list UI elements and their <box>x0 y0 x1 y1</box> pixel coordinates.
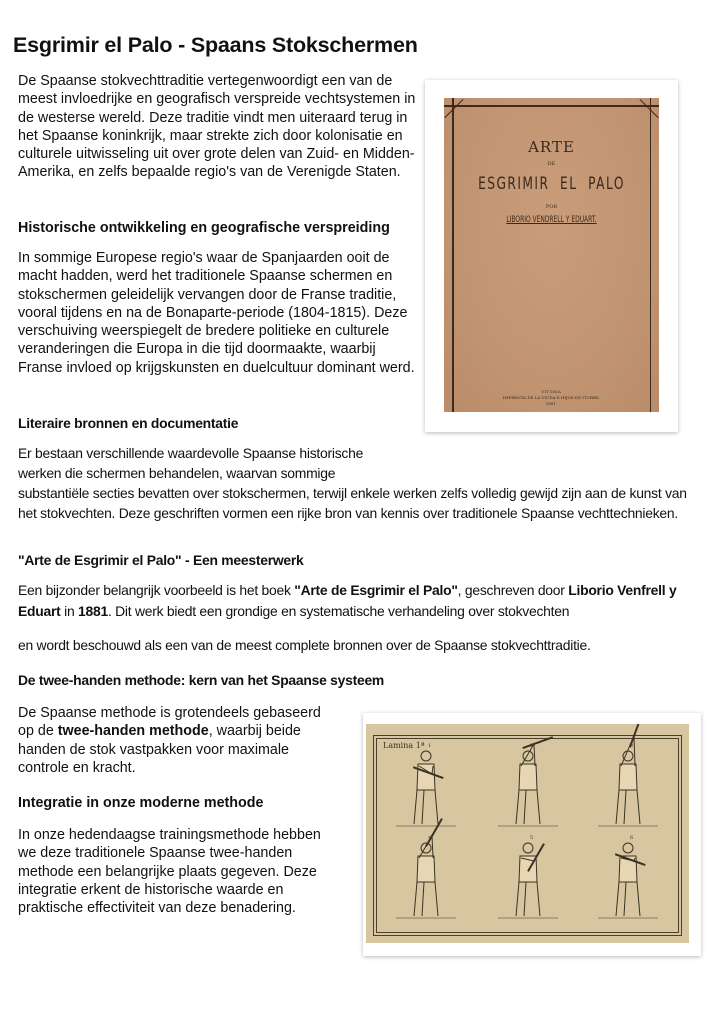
cover-corner-ornament <box>444 99 463 118</box>
cover-title-de: DE <box>547 161 556 167</box>
section-heading-masterwork: "Arte de Esgrimir el Palo" - Een meesterwerk <box>18 552 304 568</box>
section-heading-literature: Literaire bronnen en documentatie <box>18 415 239 431</box>
section-heading-history: Historische ontwikkeling en geografische verspreiding <box>18 220 390 236</box>
fencer-figure <box>498 835 558 918</box>
cover-title-main: ESGRIMIR EL PALO <box>478 174 625 194</box>
book-cover-photo-frame <box>425 80 678 432</box>
figure-number: 5 <box>530 835 534 841</box>
section-body-integration: In onze hedendaagse trainingsmethode hebben we deze traditionele Spaanse twee-handen methode een belangrijke plaats gegeven. Deze integratie erkent de historische waarde en praktische effectiviteit van deze benadering. <box>18 827 321 917</box>
book-cover-image <box>444 98 659 412</box>
section-heading-integration: Integratie in onze moderne methode <box>18 795 264 811</box>
section-heading-two-hands: De twee-handen methode: kern van het Spaanse systeem <box>18 672 385 688</box>
section-body-masterwork-continued: en wordt beschouwd als een van de meest complete bronnen over de Spaanse stokvechttraditie. <box>18 637 591 653</box>
plate-photo-frame <box>363 713 701 956</box>
literature-line-2: werken die schermen behandelen, waarvan sommige <box>18 465 336 481</box>
fencer-figure <box>598 835 658 918</box>
fencer-figure <box>498 737 558 826</box>
section-body-literature <box>18 443 708 523</box>
masterwork-text: , geschreven door <box>457 582 569 598</box>
author-bold: Liborio Venfrell y Eduart <box>18 582 677 619</box>
book-title-bold: "Arte de Esgrimir el Palo" <box>294 582 458 598</box>
cover-title-por: POR <box>545 204 558 210</box>
fencer-figure <box>396 819 456 918</box>
cover-border-line <box>444 105 659 107</box>
section-body-two-hands <box>18 704 338 777</box>
two-hands-bold: twee-handen methode <box>57 723 209 740</box>
cover-city: VITORIA <box>541 390 562 394</box>
fencer-figure <box>396 743 456 826</box>
masterwork-text: . Dit werk biedt een grondige en systematische verhandeling over stokvechten <box>107 603 570 619</box>
cover-title-arte: ARTE <box>528 138 575 156</box>
intro-paragraph: De Spaanse stokvechttraditie vertegenwoordigt een van de meest invloedrijke en geografisch verspreide vechtsystemen in de westerse wereld. Deze traditie vindt men uiteraard terug in het Spaanse koninkrijk, maar strekte zich door kolonisatie en culturele uitwisseling uit over grote delen van Zuid- en Midden-Amerika, en zelfs bepaalde regio's van de Verenigde Staten. <box>18 73 416 181</box>
masterwork-text: in <box>60 603 79 619</box>
figure-number: 4 <box>428 835 432 841</box>
section-body-history: In sommige Europese regio's waar de Spanjaarden ooit de macht hadden, werd het traditionele Spaanse schermen en stokschermen geleidelijk vervangen door de Franse traditie, vooral tijdens en na de Bonaparte-periode (1804-1815). Deze verschuiving weerspiegelt de bredere politieke en culturele veranderingen die Europa in die tijd doormaakte, waarbij Franse invloed op krijgskunsten en duelcultuur dominant werd. <box>18 250 415 376</box>
figure-number: 2 <box>530 743 534 749</box>
plate-label: Lamina 1ª <box>383 741 425 750</box>
fencing-figures-illustration <box>366 724 689 943</box>
year-bold: 1881 <box>78 603 108 619</box>
fencer-figure <box>598 724 658 826</box>
figure-number: 6 <box>630 835 634 841</box>
cover-author: LIBORIO VENDRELL Y EDUART. <box>506 215 597 225</box>
fencing-plate-image <box>366 724 689 943</box>
section-body-masterwork <box>18 580 718 622</box>
cover-printer: IMPRENTA DE LA VIUDA E HIJOS DE ITURBE. <box>502 395 601 400</box>
two-hands-text: De Spaanse methode is grotendeels gebaseerd op de <box>18 705 321 740</box>
cover-year: 1881. <box>545 401 558 406</box>
figure-number: 1 <box>428 743 432 749</box>
masterwork-text: Een bijzonder belangrijk voorbeeld is het boek <box>18 582 295 598</box>
page-title: Esgrimir el Palo - Spaans Stokschermen <box>13 33 418 57</box>
two-hands-text: , waarbij beide handen de stok vastpakken voor maximale controle en kracht. <box>18 723 301 776</box>
literature-line-1: Er bestaan verschillende waardevolle Spaanse historische <box>18 445 364 461</box>
literature-line-3: substantiële secties bevatten over stokschermen, terwijl enkele werken zelfs volledig gewijd zijn aan de kunst van het stokvechten. Deze geschriften vormen een rijke bron van kennis over traditionele Spaanse vechttechnieken. <box>18 485 687 521</box>
figure-number: 3 <box>630 743 634 749</box>
